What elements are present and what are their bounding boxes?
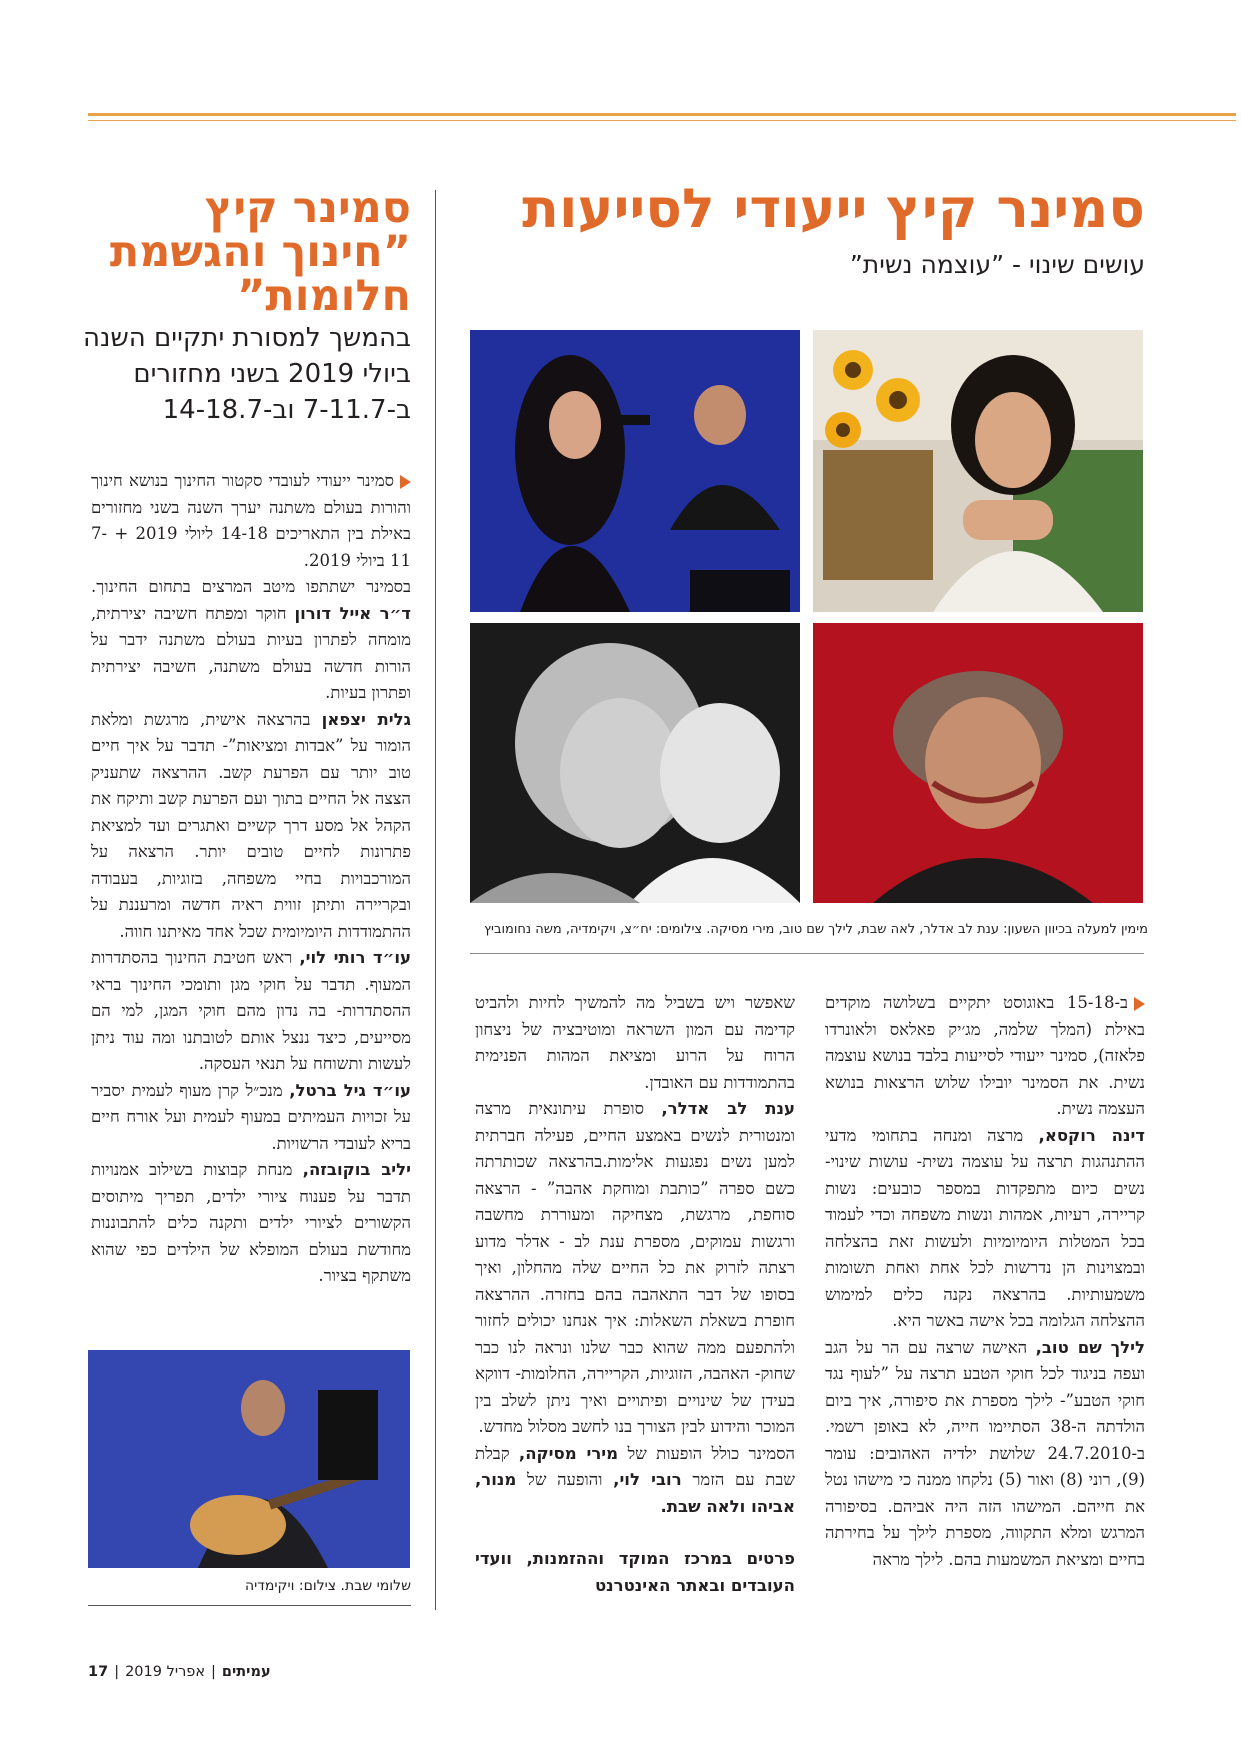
speaker-name: יליב בוקובזה,: [302, 1160, 411, 1179]
paragraph: והופעה של: [526, 1470, 603, 1489]
paragraph: ראש חטיבת החינוך בהסתדרות המעוף. תדבר על חוקי מגן ותומכי החינוך בראי ההסתדרות- בה נדון מהם חוקי המגן, למי הם מסייעים, כיצד ננצל אותם לטובתנו ומה עוד ניתן לעשות ותשוחח על תנאי העסקה.: [91, 948, 411, 1073]
side-subtitle-line: ביולי 2019 בשני מחזורים: [133, 359, 411, 389]
photo-caption: מימין למעלה בכיוון השעון: ענת לב אדלר, לאה שבת, לילך שם טוב, מירי מסיקה. צילומים: יח״צ, ויקימדיה, משה נחומוביץ: [484, 922, 1148, 937]
paragraph: מרצה ומנחה בתחומי מדעי ההתנהגות תרצה על עוצמה נשית- עושות שינוי- נשים כיום מתפקדות במספר כובעים: נשות קריירה, רעיות, אמהות ונשות משפחה וכדי לעמוד בכל המטלות היומיומיות ולעשות זאת בהצלחה ובמצוינות הן נדרשות לכל אחת ואחת תשומות משמעותיות. בהרצאה נקנה כלים למימוש ההצלחה הגלומה בכל אישה באשר היא.: [825, 1125, 1145, 1330]
paragraph: ב-15-18 באוגוסט יתקיים בשלושה מוקדים באילת (המלך שלמה, מג׳יק פאלאס ולאונרדו פלאזה), סמינר ייעודי לסייעות בלבד בנושא עוצמה נשית. את הסמינר יובילו שלוש הרצאות בנושא העצמה נשית.: [825, 993, 1145, 1118]
details-note: פרטים במרכז המוקד וההזמנות, וועדי העובדים ובאתר האינטרנט: [475, 1549, 795, 1595]
header-rule: [88, 113, 1236, 116]
photo-small-guitarist: [88, 1350, 410, 1568]
small-caption-rule: [88, 1605, 411, 1606]
speaker-name: עו״ד גיל ברטל,: [289, 1080, 411, 1100]
side-subtitle-line: בהמשך למסורת יתקיים השנה: [82, 323, 411, 353]
page-footer: [88, 1664, 271, 1680]
main-subtitle: עושים שינוי - ”עוצמה נשית”: [849, 250, 1145, 279]
column-divider: [435, 190, 436, 1610]
main-article-column-1: [825, 990, 1145, 1573]
footer-separator: |: [211, 1664, 216, 1680]
photo-top-left: [470, 330, 800, 612]
caption-rule: [470, 953, 1144, 954]
paragraph: קבלת שבת עם הזמר: [475, 1443, 795, 1489]
photo-bottom-right: [813, 623, 1143, 903]
paragraph: מנחת קבוצות בשילוב אמנויות תדבר על פענוח ציורי ילדים, תפריך מיתוסים הקשורים לציורי ילדים ותקנה כלים להתבוננות מחודשת בעולם המופלא של הילדים כפי שהוא משתקף בציור.: [91, 1160, 411, 1285]
paragraph: בסמינר ישתתפו מיטב המרצים בתחום החינוך.: [91, 577, 411, 596]
main-article-column-2: [475, 990, 795, 1599]
paragraph: האישה שרצה עם הר על הגב ועפה בניגוד לכל חוקי הטבע תרצה על ”לעוף נגד חוקי הטבע”- לילך מספרת את סיפורה, איך ביום הולדתה ה-38 הסתיימו חייה, לא באופן רשמי. ב-24.7.2010 שלושת ילדיה האהובים: עומר (9), רוני (8) ואור (5) נלקחו ממנה כי מישהו נטל את חייהם. המישהו הזה היה אביהם. בסיפורה המרגש ומלא התקווה, מספרת לילך על בחירתה בחיים ומציאת המשמעות בהם. לילך מראה: [825, 1337, 1145, 1569]
paragraph: סמינר ייעודי לעובדי סקטור החינוך בנושא חינוך והורות בעולם משתנה יערך השנה בשני מחזורים באילת בין התאריכים 14-18 ליולי 2019 + 7-11 ביולי 2019.: [91, 471, 411, 570]
speaker-name: גלית יצפאן: [321, 709, 412, 729]
paragraph: חוקר ומפתח חשיבה יצירתית, מומחה לפתרון בעיות בעולם משתנה ידבר על הורות חדשה בעולם משתנה, חשיבה יצירתית ופתרון בעיות.: [91, 603, 411, 702]
footer-separator: |: [114, 1664, 120, 1680]
side-title-line: ”חינוך והגשמת: [109, 227, 411, 277]
artist-name: רובי לוי,: [613, 1470, 682, 1489]
side-title-line: סמינר קיץ: [204, 183, 411, 233]
side-subtitle: [71, 320, 411, 428]
magazine-name: עמיתים: [221, 1664, 271, 1680]
speaker-name: דינה רוקסא,: [1038, 1125, 1146, 1145]
side-article-body: [91, 468, 411, 1290]
paragraph: שאפשר ויש בשביל מה להמשיך לחיות ולהביט קדימה עם המון השראה ומוטיבציה של ניצחון הרוח על הרוע ומציאת המהות הפנימית בהתמודדות עם האובדן.: [475, 993, 795, 1092]
photo-top-right: [813, 330, 1143, 612]
side-subtitle-line: ב-7-11.7 וב-14-18.7: [162, 395, 411, 425]
artist-name: מירי מסיקה,: [518, 1443, 619, 1463]
bullet-arrow-icon: [1134, 997, 1145, 1011]
paragraph: בהרצאה אישית, מרגשת ומלאת הומור על ”אבדות ומציאות”- תדבר על איך חיים טוב יותר עם הפרעת קשב. ההרצאה שתעניק הצצה אל החיים בתוך ועם הפרעת קשב ותיקח את הקהל אל מסע דרך קשיים ואתגרים ועד למציאת פתרונות לחיים טובים יותר. הרצאה על המורכבויות בחיי משפחה, בזוגיות, בעבודה ובקריירה ותיתן זווית ראיה חדשה ומרעננת על ההתמודדות היומיומית שכל אחד מאיתנו חווה.: [91, 709, 411, 941]
bullet-arrow-icon: [400, 475, 411, 489]
paragraph: הסמינר כולל הופעות של: [627, 1443, 796, 1463]
speaker-name: ד״ר אייל דורון: [294, 603, 411, 623]
paragraph: מנכ״ל קרן מעוף לעמית יסביר על זכויות העמיתים במעוף לעמית ועל אורח חיים בריא לעובדי הרשויות.: [91, 1080, 411, 1153]
issue-date: אפריל 2019: [125, 1664, 206, 1680]
main-title: סמינר קיץ ייעודי לסייעות: [522, 177, 1145, 240]
speaker-name: לילך שם טוב,: [1035, 1337, 1146, 1357]
speaker-name: ענת לב אדלר,: [661, 1099, 795, 1118]
artist-name: מנור, אביהו ולאה שבת.: [475, 1470, 795, 1516]
photo-bottom-left: [470, 623, 800, 903]
speaker-name: עו״ד רותי לוי,: [299, 948, 411, 967]
side-title: [81, 183, 411, 321]
small-photo-caption: שלומי שבת. צילום: ויקימדיה: [245, 1578, 411, 1594]
header-rule-thin: [88, 120, 1236, 121]
side-title-line: חלומות”: [237, 271, 411, 321]
paragraph: סופרת עיתונאית מרצה ומנטורית לנשים באמצע החיים, פעילה חברתית למען נשים נפגעות אלימות.בהרצאה שכותרתה כשם ספרה ”כותבת ומוחקת אהבה” - הרצאה סוחפת, מרגשת, מצחיקה ומעוררת מחשבה ורגשות עמוקים, מספרת ענת לב - אדלר מדוע רצתה לזרוק את כל החיים שלה מהחלון, ואיך בסופו של דבר התאהבה בהם בחזרה. ההרצאה חופרת בשאלת השאלות: איך אנחנו יכולים לחזור ולהתפעם ממה שהוא כבר שלנו ונראה לנו כבר שחוק- האהבה, הזוגיות, הקריירה, החלומות- דווקא בעידן של שינויים ופיתויים ואיך ניתן לשלב בין המוכר והידוע לבין הצורך בנו לחשב מסלול מחדש.: [475, 1099, 795, 1436]
page-number: 17: [88, 1664, 109, 1680]
